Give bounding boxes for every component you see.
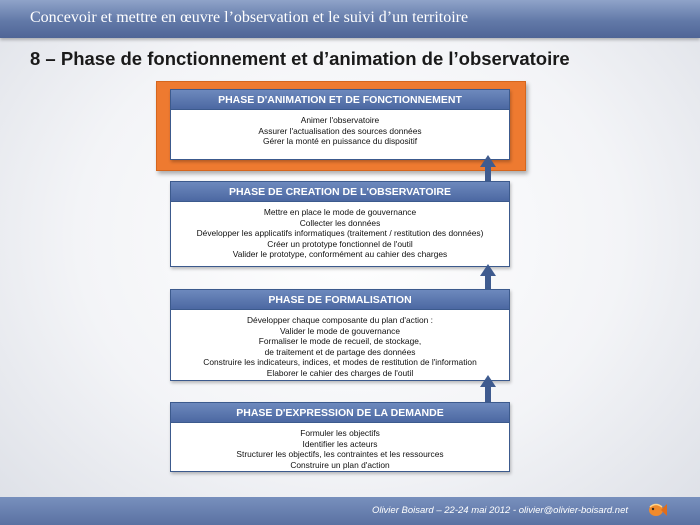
phase-item: Construire un plan d'action bbox=[290, 459, 390, 470]
presentation-title: Concevoir et mettre en œuvre l’observation et le suivi d’un territoire bbox=[30, 9, 469, 26]
phase-box-formalisation bbox=[170, 289, 510, 381]
phase-item: Gérer la monté en puissance du dispositif bbox=[262, 136, 418, 147]
phase-title: PHASE D'EXPRESSION DE LA DEMANDE bbox=[171, 403, 509, 423]
footer-credit: Olivier Boisard – 22-24 mai 2012 - olivier@olivier-boisard.net bbox=[371, 505, 628, 516]
phase-title: PHASE D'ANIMATION ET DE FONCTIONNEMENT bbox=[171, 90, 509, 110]
phase-item: Elaborer le cahier des charges de l'outil bbox=[266, 367, 414, 378]
phase-items bbox=[171, 202, 509, 260]
phase-box-expression bbox=[170, 402, 510, 472]
phase-item: Animer l'observatoire bbox=[300, 115, 380, 125]
phase-title: PHASE DE FORMALISATION bbox=[171, 290, 509, 310]
up-arrow-icon bbox=[479, 375, 497, 402]
phase-box-animation bbox=[170, 89, 510, 160]
phase-items bbox=[171, 110, 509, 147]
footer-banner bbox=[0, 497, 700, 525]
phase-item: Mettre en place le mode de gouvernance bbox=[263, 207, 417, 217]
phase-item: Construire les indicateurs, indices, et modes de restitution de l'information bbox=[203, 357, 477, 368]
phase-item: Valider le prototype, conformément au cahier des charges bbox=[232, 249, 448, 260]
phase-items bbox=[171, 310, 509, 379]
phase-item: Formuler les objectifs bbox=[300, 428, 380, 438]
up-arrow-icon bbox=[479, 155, 497, 181]
phase-items bbox=[171, 423, 509, 470]
phase-item: de traitement et de partage des données bbox=[264, 346, 416, 357]
up-arrow-icon bbox=[479, 264, 497, 289]
phase-item: Collecter les données bbox=[299, 217, 381, 228]
phase-item: Créer un prototype fonctionnel de l'outil bbox=[267, 238, 413, 249]
phase-item: Développer chaque composante du plan d'action : bbox=[247, 315, 433, 325]
phase-item: Structurer les objectifs, les contraintes et les ressources bbox=[236, 449, 444, 460]
phase-item: Assurer l'actualisation des sources données bbox=[258, 125, 422, 136]
phase-item: Valider le mode de gouvernance bbox=[280, 325, 400, 336]
phase-item: Développer les applicatifs informatiques (traitement / restitution des données) bbox=[196, 228, 484, 239]
phase-item: Identifier les acteurs bbox=[302, 438, 378, 449]
phase-item: Formaliser le mode de recueil, de stockage, bbox=[258, 336, 422, 347]
phase-title: PHASE DE CREATION DE L'OBSERVATOIRE bbox=[171, 182, 509, 202]
fish-logo-icon bbox=[646, 499, 668, 521]
top-banner bbox=[0, 0, 700, 38]
phase-box-creation bbox=[170, 181, 510, 267]
slide-heading: 8 – Phase de fonctionnement et d’animation de l’observatoire bbox=[30, 48, 570, 69]
